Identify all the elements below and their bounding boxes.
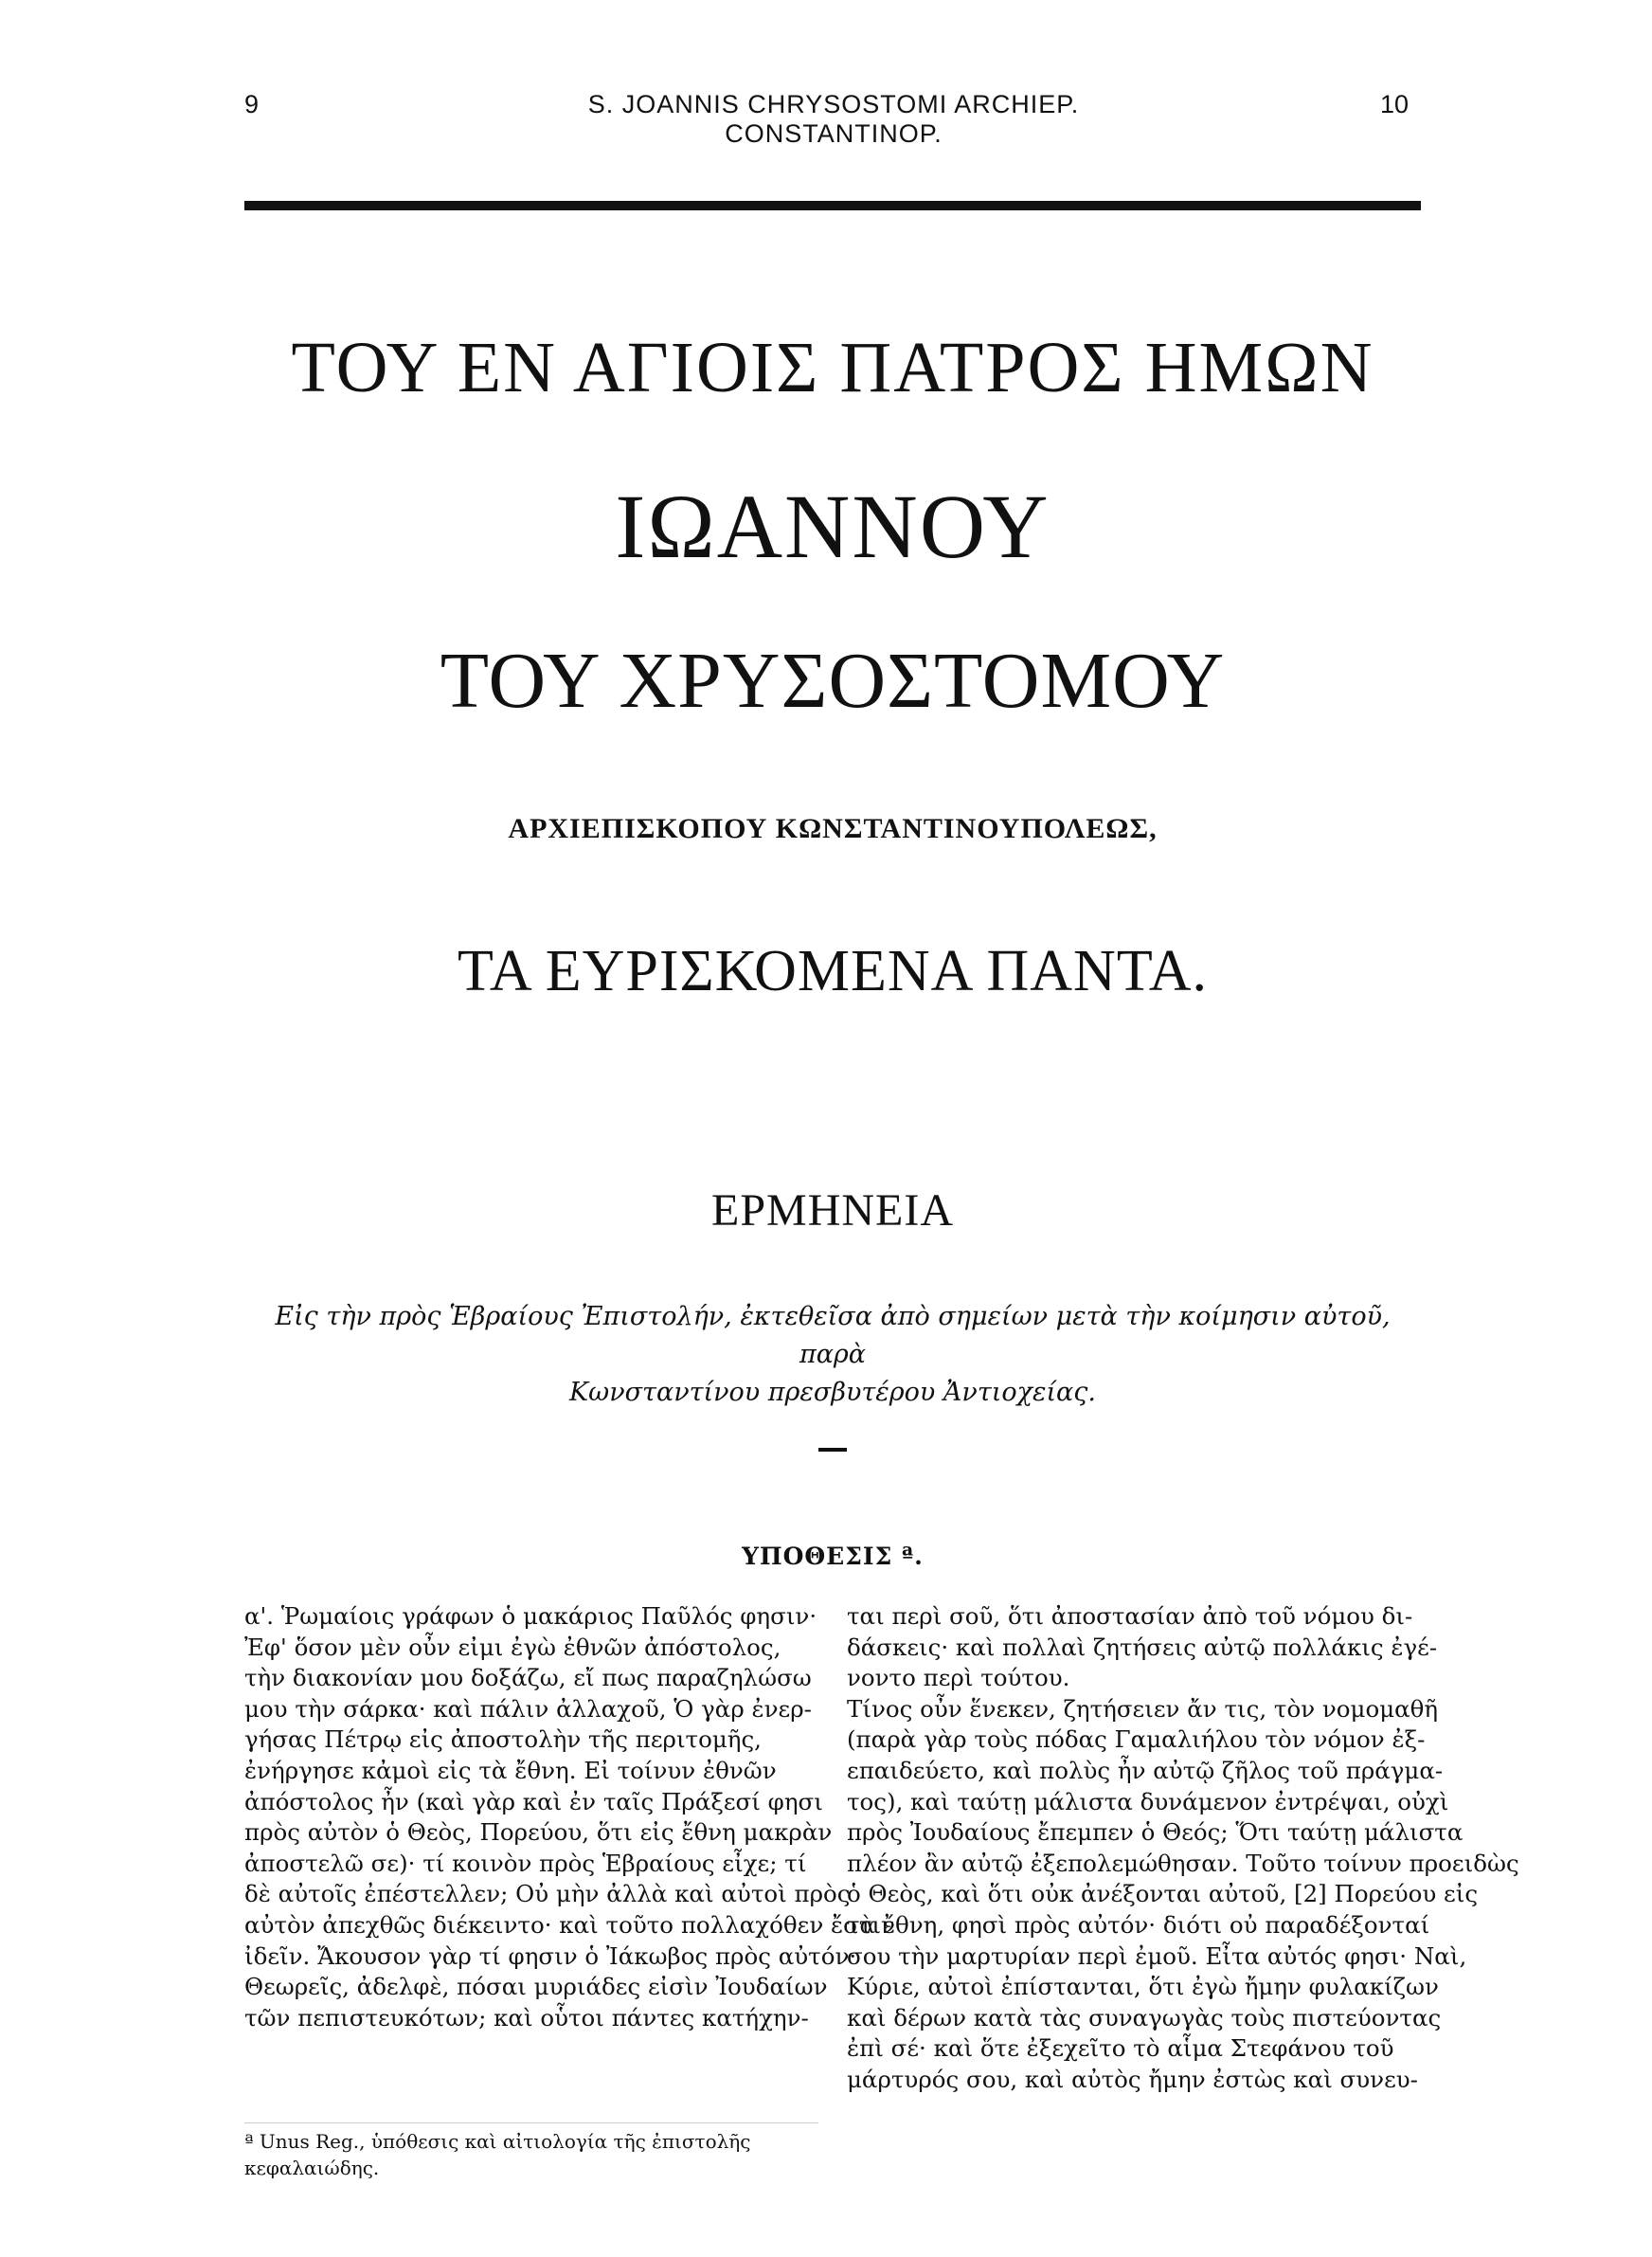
text-line: Θεωρεῖς, ἀδελφὲ, πόσαι μυριάδες εἰσὶν Ἰουδαίων bbox=[244, 1973, 828, 2001]
section-heading: ΕΡΜΗΝΕΙΑ bbox=[711, 1185, 954, 1236]
footnote-rule bbox=[244, 2122, 818, 2123]
text-line: Κύριε, αὐτοὶ ἐπίστανται, ὅτι ἐγὼ ἤμην φυλακίζων bbox=[847, 1973, 1439, 2001]
subtitle-line-2: Κωνσταντίνου πρεσβυτέρου Ἀντιοχείας. bbox=[569, 1378, 1096, 1407]
header-rule bbox=[244, 201, 1421, 210]
text-line: τὴν διακονίαν μου δοξάζω, εἴ πως παραζηλώσω bbox=[244, 1664, 812, 1692]
running-title: S. JOANNIS CHRYSOSTOMI ARCHIEP. CONSTANTINOP. bbox=[587, 90, 1080, 148]
text-line: μου τὴν σάρκα· καὶ πάλιν ἀλλαχοῦ, Ὁ γὰρ ἐνερ- bbox=[244, 1694, 812, 1723]
text-line: Ἐφ' ὅσον μὲν οὖν εἰμι ἐγὼ ἐθνῶν ἀπόστολος, bbox=[244, 1633, 781, 1661]
title-line-3: ΤΟΥ ΧΡΥΣΟΣΤΟΜΟΥ bbox=[440, 637, 1226, 725]
footnote-line-2: κεφαλαιώδης. bbox=[244, 2157, 380, 2179]
footnote-line-1: ª Unus Reg., ὑπόθεσις καὶ αἰτιολογία τῆς ἐπιστολῆς bbox=[244, 2130, 751, 2153]
text-line: ται περὶ σοῦ, ὅτι ἀποστασίαν ἀπὸ τοῦ νόμου δι- bbox=[847, 1602, 1413, 1630]
text-line: πρὸς Ἰουδαίους ἔπεμπεν ὁ Θεός; Ὅτι ταύτῃ μάλιστα bbox=[847, 1818, 1463, 1847]
text-line: (παρὰ γὰρ τοὺς πόδας Γαμαλιήλου τὸν νόμον ἐξ- bbox=[847, 1725, 1426, 1754]
text-line: τῶν πεπιστευκότων; καὶ οὗτοι πάντες κατήχην- bbox=[244, 2003, 809, 2031]
page-number-right: 10 bbox=[1380, 90, 1410, 118]
title-line-4: ΑΡΧΙΕΠΙΣΚΟΠΟΥ ΚΩΝΣΤΑΝΤΙΝΟΥΠΟΛΕΩΣ, bbox=[508, 813, 1158, 844]
footnote bbox=[244, 2128, 818, 2181]
text-line: σου τὴν μαρτυρίαν περὶ ἐμοῦ. Εἶτα αὐτός φησι· Ναὶ, bbox=[847, 1941, 1467, 1970]
page-number-left: 9 bbox=[244, 90, 260, 118]
text-line: δὲ αὐτοῖς ἐπέστελλεν; Οὐ μὴν ἀλλὰ καὶ αὐτοὶ πρὸς bbox=[244, 1880, 851, 1908]
text-line: πρὸς αὐτὸν ὁ Θεὸς, Πορεύου, ὅτι εἰς ἔθνη μακρὰν bbox=[244, 1818, 833, 1847]
text-line: ὁ Θεὸς, καὶ ὅτι οὐκ ἀνέξονται αὐτοῦ, [2] Πορεύου εἰς bbox=[847, 1880, 1479, 1908]
title-line-1: ΤΟΥ ΕΝ ΑΓΙΟΙΣ ΠΑΤΡΟΣ ΗΜΩΝ bbox=[291, 328, 1374, 407]
title-line-2: ΙΩΑΝΝΟΥ bbox=[615, 476, 1050, 577]
text-line: πλέον ἂν αὐτῷ ἐξεπολεμώθησαν. Τοῦτο τοίνυν προειδὼς bbox=[847, 1849, 1519, 1877]
text-line: ἀποστελῶ σε)· τί κοινὸν πρὸς Ἑβραίους εἶχε; τί bbox=[244, 1849, 807, 1877]
text-line: δάσκεις· καὶ πολλαὶ ζητήσεις αὐτῷ πολλάκις ἐγέ- bbox=[847, 1633, 1438, 1661]
text-line: α'. Ῥωμαίοις γράφων ὁ μακάριος Παῦλός φησιν· bbox=[244, 1602, 817, 1630]
title-line-5: ΤΑ ΕΥΡΙΣΚΟΜΕΝΑ ΠΑΝΤΑ. bbox=[457, 939, 1209, 1003]
text-line: αὐτὸν ἀπεχθῶς διέκειντο· καὶ τοῦτο πολλαχόθεν ἔστιν bbox=[244, 1910, 895, 1939]
text-line: ἐνήργησε κἀμοὶ εἰς τὰ ἔθνη. Εἰ τοίνυν ἐθνῶν bbox=[244, 1756, 777, 1784]
text-line: νοντο περὶ τούτου. bbox=[847, 1664, 1070, 1692]
subtitle-line-1: Εἰς τὴν πρὸς Ἑβραίους Ἐπιστολήν, ἐκτεθεῖσα ἀπὸ σημείων μετὰ τὴν κοίμησιν αὐτοῦ, παρὰ bbox=[275, 1302, 1391, 1369]
separator-dash bbox=[818, 1448, 847, 1452]
text-line: ἐπὶ σέ· καὶ ὅτε ἐξεχεῖτο τὸ αἷμα Στεφάνου τοῦ bbox=[847, 2034, 1394, 2063]
text-line: τος), καὶ ταύτῃ μάλιστα δυνάμενον ἐντρέψαι, οὐχὶ bbox=[847, 1787, 1449, 1815]
text-line: επαιδεύετο, καὶ πολὺς ἦν αὐτῷ ζῆλος τοῦ πράγμα- bbox=[847, 1756, 1444, 1784]
left-column bbox=[244, 1601, 895, 2033]
text-line: Τίνος οὖν ἕνεκεν, ζητήσειεν ἄν τις, τὸν νομομαθῆ bbox=[847, 1694, 1439, 1723]
text-line: τὰ ἔθνη, φησὶ πρὸς αὐτόν· διότι οὐ παραδέξονταί bbox=[847, 1910, 1430, 1939]
right-column bbox=[847, 1601, 1519, 2096]
text-line: μάρτυρός σου, καὶ αὐτὸς ἤμην ἐστὼς καὶ συνευ- bbox=[847, 2065, 1418, 2093]
text-line: ἰδεῖν. Ἄκουσον γὰρ τί φησιν ὁ Ἰάκωβος πρὸς αὐτόν· bbox=[244, 1941, 857, 1970]
text-line: ἀπόστολος ἦν (καὶ γὰρ καὶ ἐν ταῖς Πράξεσί φησι bbox=[244, 1787, 823, 1815]
text-line: γήσας Πέτρῳ εἰς ἀποστολὴν τῆς περιτομῆς, bbox=[244, 1725, 762, 1754]
hypothesis-heading: ΥΠΟΘΕΣΙΣ ª. bbox=[742, 1543, 924, 1570]
section-subtitle bbox=[244, 1298, 1421, 1412]
text-line: καὶ δέρων κατὰ τὰς συναγωγὰς τοὺς πιστεύοντας bbox=[847, 2003, 1442, 2031]
